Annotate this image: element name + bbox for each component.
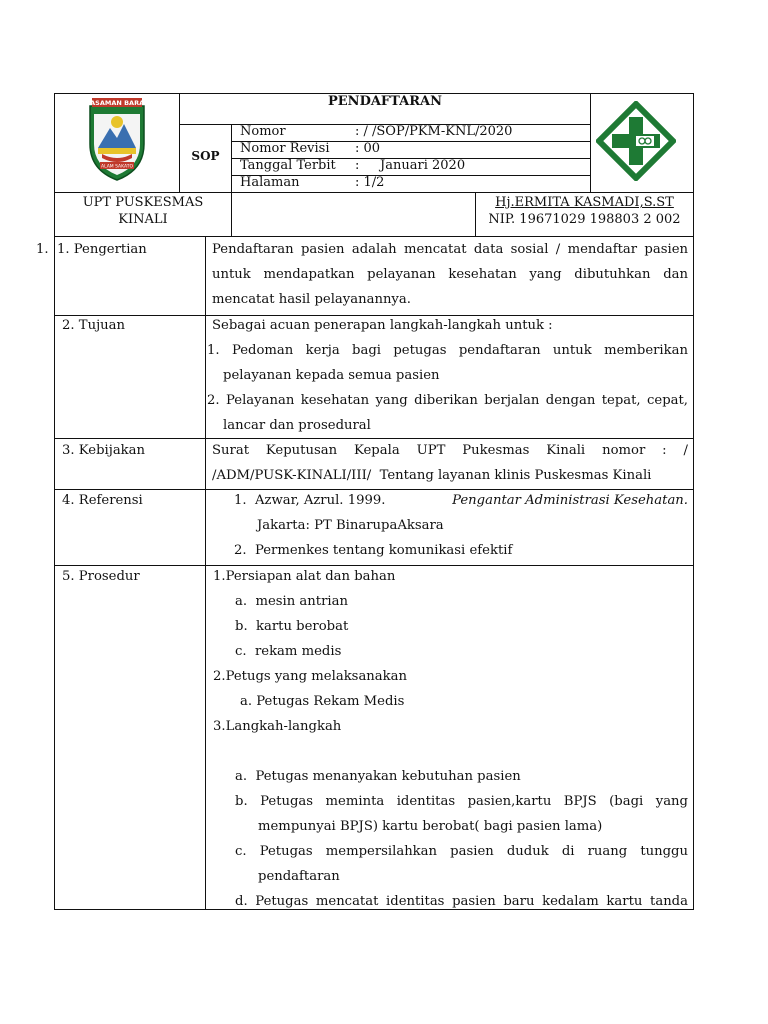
svg-text:PASAMAN BARAT: PASAMAN BARAT	[85, 99, 149, 107]
org-name-line1: UPT PUSKESMAS	[82, 195, 204, 210]
prosedur-heading: 1.Persiapan alat dan bahan	[213, 569, 396, 584]
kebijakan-line: /ADM/PUSK-KINALI/III/ Tentang layanan klinis Puskesmas Kinali	[212, 468, 652, 483]
meta-label-nomor: Nomor	[240, 124, 286, 139]
section-label-tujuan: 2. Tujuan	[62, 318, 126, 333]
referensi-book-title: Pengantar Administrasi Kesehatan.	[452, 493, 688, 508]
prosedur-subitem: b. kartu berobat	[235, 619, 349, 634]
document-title: PENDAFTARAN	[328, 94, 442, 109]
prosedur-subitem: a. Petugas Rekam Medis	[240, 694, 405, 709]
prosedur-step: a. Petugas menanyakan kebutuhan pasien	[235, 769, 521, 784]
tujuan-intro: Sebagai acuan penerapan langkah-langkah untuk :	[212, 318, 553, 333]
referensi-publisher: Jakarta: PT BinarupaAksara	[257, 518, 444, 533]
kebijakan-line: Surat Keputusan Kepala UPT Pukesmas Kinali nomor : /	[212, 443, 688, 458]
referensi-item-2: 2. Permenkes tentang komunikasi efektif	[234, 543, 513, 558]
meta-value-halaman: : 1/2	[355, 175, 385, 190]
referensi-author: 1. Azwar, Azrul. 1999.	[234, 493, 386, 508]
meta-value-revisi: : 00	[355, 141, 381, 156]
stray-list-number: 1.	[36, 242, 49, 257]
pengertian-line: mencatat hasil pelayanannya.	[212, 292, 411, 307]
prosedur-heading: 3.Langkah-langkah	[213, 719, 342, 734]
referensi-item-1	[234, 488, 688, 513]
pengertian-line: Pendaftaran pasien adalah mencatat data sosial / mendaftar pasien	[212, 242, 688, 257]
meta-value-nomor: : / /SOP/PKM-KNL/2020	[355, 124, 513, 139]
section-label-kebijakan: 3. Kebijakan	[62, 443, 146, 458]
puskesmas-logo	[596, 101, 676, 181]
prosedur-step: mempunyai BPJS) kartu berobat( bagi pasien lama)	[258, 819, 603, 834]
tujuan-item: 1. Pedoman kerja bagi petugas pendaftaran untuk memberikan	[207, 343, 688, 358]
svg-text:ALAM SAKATO: ALAM SAKATO	[101, 164, 133, 170]
prosedur-heading: 2.Petugs yang melaksanakan	[213, 669, 408, 684]
pengertian-line: untuk mendapatkan pelayanan kesehatan yang dibutuhkan dan	[212, 267, 688, 282]
meta-value-tanggal: : Januari 2020	[355, 158, 466, 173]
tujuan-item: 2. Pelayanan kesehatan yang diberikan berjalan dengan tepat, cepat,	[207, 393, 688, 408]
prosedur-subitem: c. rekam medis	[235, 644, 342, 659]
meta-label-revisi: Nomor Revisi	[240, 141, 330, 156]
signer-name: Hj.ERMITA KASMADI,S.ST	[495, 195, 674, 210]
signer-nip: NIP. 19671029 198803 2 002	[488, 212, 681, 227]
prosedur-step: pendaftaran	[258, 869, 340, 884]
section-label-referensi: 4. Referensi	[62, 493, 143, 508]
meta-label-tanggal: Tanggal Terbit	[240, 158, 336, 173]
org-name-line2: KINALI	[118, 212, 168, 227]
sop-label: SOP	[191, 149, 220, 163]
meta-label-halaman: Halaman	[240, 175, 300, 190]
section-label-prosedur: 5. Prosedur	[62, 569, 140, 584]
prosedur-step: d. Petugas mencatat identitas pasien baru kedalam kartu tanda	[235, 894, 688, 909]
prosedur-step: b. Petugas meminta identitas pasien,kartu BPJS (bagi yang	[235, 794, 688, 809]
section-label-pengertian: 1. Pengertian	[57, 242, 147, 257]
regency-logo	[84, 96, 150, 182]
tujuan-item: pelayanan kepada semua pasien	[223, 368, 440, 383]
prosedur-subitem: a. mesin antrian	[235, 594, 348, 609]
prosedur-step: c. Petugas mempersilahkan pasien duduk di ruang tunggu	[235, 844, 688, 859]
tujuan-item: lancar dan prosedural	[223, 418, 371, 433]
